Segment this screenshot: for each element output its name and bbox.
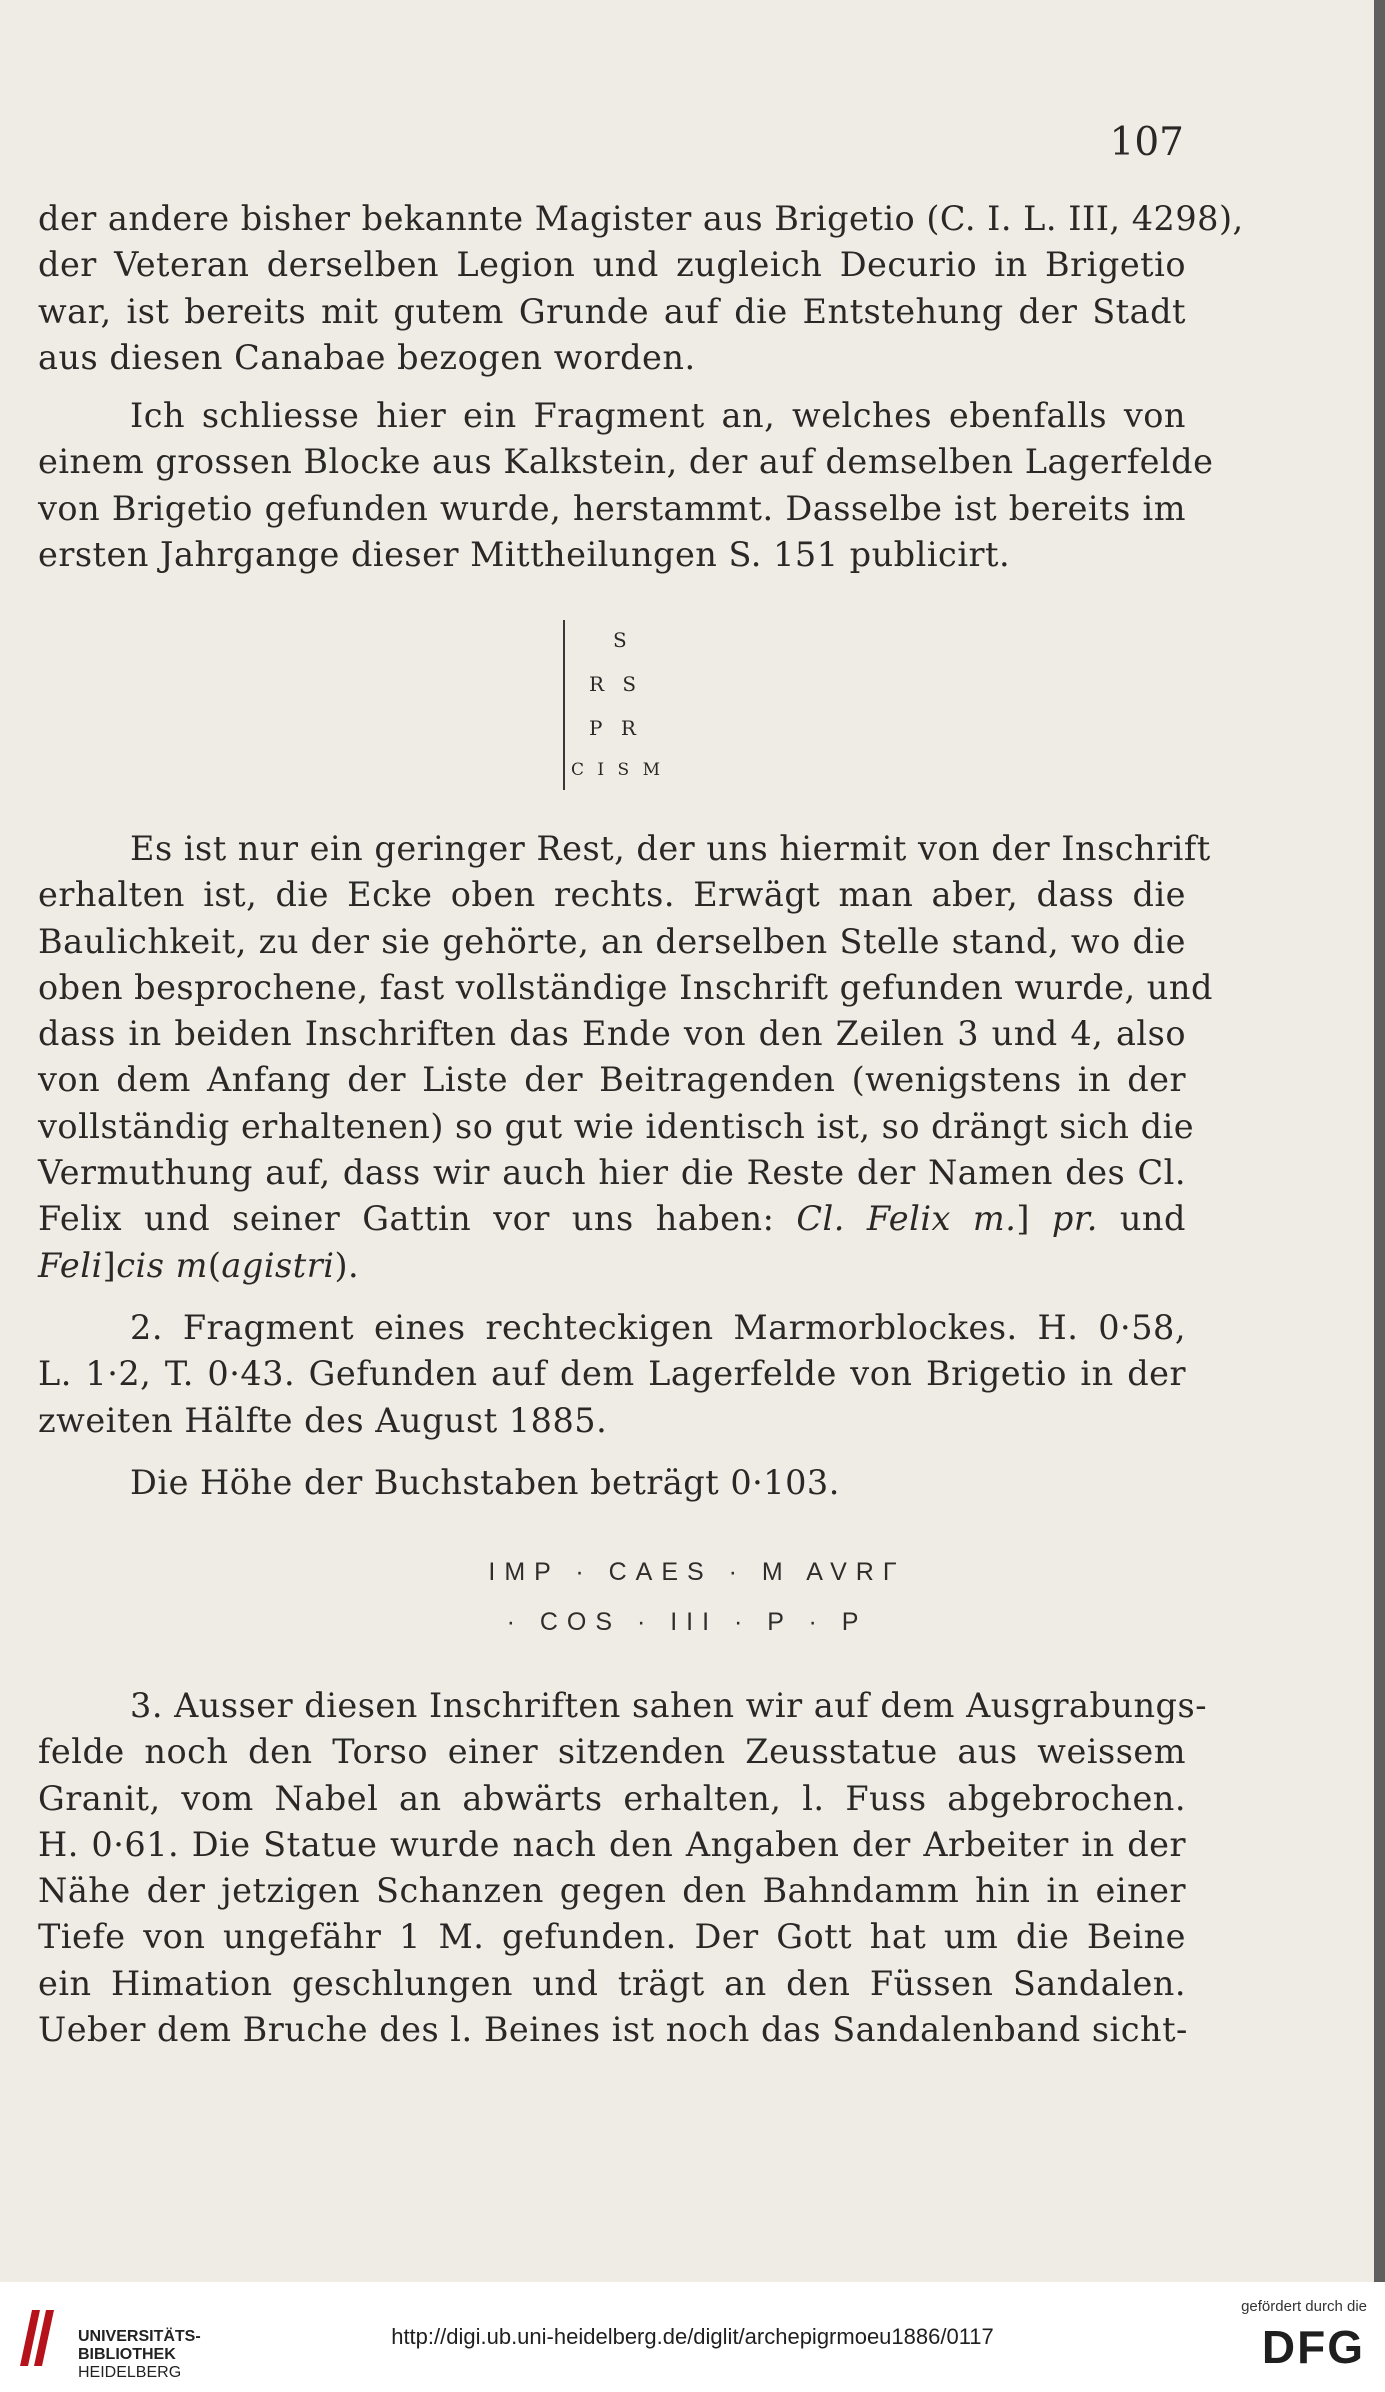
inscription-2-line-1: IMP · CAES · M AVRΓ [488, 1558, 906, 1586]
inscription-2-line-2: · COS · III · P · P [506, 1608, 868, 1636]
text-line: 2. Fragment eines rechteckigen Marmorblockes. H. 0·58, [130, 1308, 1186, 1347]
text-line: ersten Jahrgange dieser Mittheilungen S. 151 publicirt. [38, 535, 1011, 574]
paragraph-3 [38, 826, 1213, 1243]
footer-bar [0, 2282, 1385, 2392]
inscription-line: S [613, 628, 633, 652]
paragraph-4-last [38, 1398, 1186, 1444]
dfg-logo: DFG [1261, 2321, 1365, 2373]
paragraph-1 [38, 196, 1244, 335]
text-line: Granit, vom Nabel an abwärts erhalten, l. Fuss abgebrochen. [38, 1778, 1186, 1818]
text-line: Nähe der jetzigen Schanzen gegen den Bahndamm hin in einer [38, 1871, 1186, 1911]
text-line: Ueber dem Bruche des l. Beines ist noch das Sandalenband sicht- [38, 2010, 1188, 2050]
text-line: von dem Anfang der Liste der Beitragenden (wenigstens in der [38, 1060, 1186, 1100]
text-line: Die Höhe der Buchstaben beträgt 0·103. [130, 1463, 840, 1502]
inscription-fragment-1 [563, 620, 675, 790]
text-line: felde noch den Torso einer sitzenden Zeusstatue aus weissem [38, 1732, 1186, 1772]
paragraph-1-last [38, 335, 1186, 381]
inscription-line: R S [589, 672, 643, 696]
text-line: einem grossen Blocke aus Kalkstein, der auf demselben Lagerfelde [38, 442, 1214, 482]
paragraph-2 [38, 393, 1214, 532]
text-line: vollständig erhaltenen) so gut wie identisch ist, so drängt sich die [38, 1106, 1195, 1146]
paragraph-2-last [38, 532, 1186, 578]
text-line: Vermuthung auf, dass wir auch hier die Reste der Namen des Cl. [38, 1153, 1186, 1193]
inscription-line: C I S M [571, 760, 664, 780]
text-line: H. 0·61. Die Statue wurde nach den Angaben der Arbeiter in der [38, 1824, 1186, 1864]
text-line: L. 1·2, T. 0·43. Gefunden auf dem Lagerfelde von Brigetio in der [38, 1354, 1186, 1394]
source-url-link[interactable]: http://digi.ub.uni-heidelberg.de/diglit/archepigrmoeu1886/0117 [391, 2324, 994, 2349]
text-line: der Veteran derselben Legion und zugleich Decurio in Brigetio [38, 245, 1186, 285]
text-line: ein Himation geschlungen und trägt an den Füssen Sandalen. [38, 1963, 1186, 2003]
text-line: Ich schliesse hier ein Fragment an, welches ebenfalls von [130, 396, 1186, 435]
text-line-mixed: Felix und seiner Gattin vor uns haben: Cl. Felix m.] pr. und [38, 1199, 1186, 1239]
library-name: UNIVERSITÄTS- BIBLIOTHEK HEIDELBERG [78, 2328, 201, 2381]
text-line: von Brigetio gefunden wurde, herstammt. Dasselbe ist bereits im [38, 488, 1186, 528]
text-line: dass in beiden Inschriften das Ende von den Zeilen 3 und 4, also [38, 1014, 1186, 1054]
paragraph-4 [38, 1305, 1186, 1398]
text-line: oben besprochene, fast vollständige Inschrift gefunden wurde, und [38, 967, 1213, 1007]
text-line: der andere bisher bekannte Magister aus Brigetio (C. I. L. III, 4298), [38, 199, 1244, 238]
text-line: erhalten ist, die Ecke oben rechts. Erwägt man aber, dass die [38, 875, 1186, 915]
text-line: 3. Ausser diesen Inschriften sahen wir auf dem Ausgrabungs- [130, 1686, 1208, 1725]
text-line: Baulichkeit, zu der sie gehörte, an derselben Stelle stand, wo die [38, 921, 1186, 961]
text-line: Tiefe von ungefähr 1 M. gefunden. Der Gott hat um die Beine [38, 1917, 1186, 1957]
funding-caption: gefördert durch die [1241, 2298, 1367, 2315]
text-line: war, ist bereits mit gutem Grunde auf die Entstehung der Stadt [38, 291, 1186, 331]
text-line: Es ist nur ein geringer Rest, der uns hiermit von der Inschrift [130, 829, 1211, 868]
text-line-mixed: Feli]cis m(agistri). [38, 1246, 360, 1285]
page-number: 107 [1109, 120, 1184, 165]
paragraph-3-last [38, 1243, 1186, 1289]
text-line: aus diesen Canabae bezogen worden. [38, 338, 696, 377]
paragraph-5 [38, 1460, 1186, 1506]
inscription-line: P R [589, 716, 642, 740]
text-line: zweiten Hälfte des August 1885. [38, 1401, 608, 1440]
paragraph-6 [38, 1683, 1208, 2053]
